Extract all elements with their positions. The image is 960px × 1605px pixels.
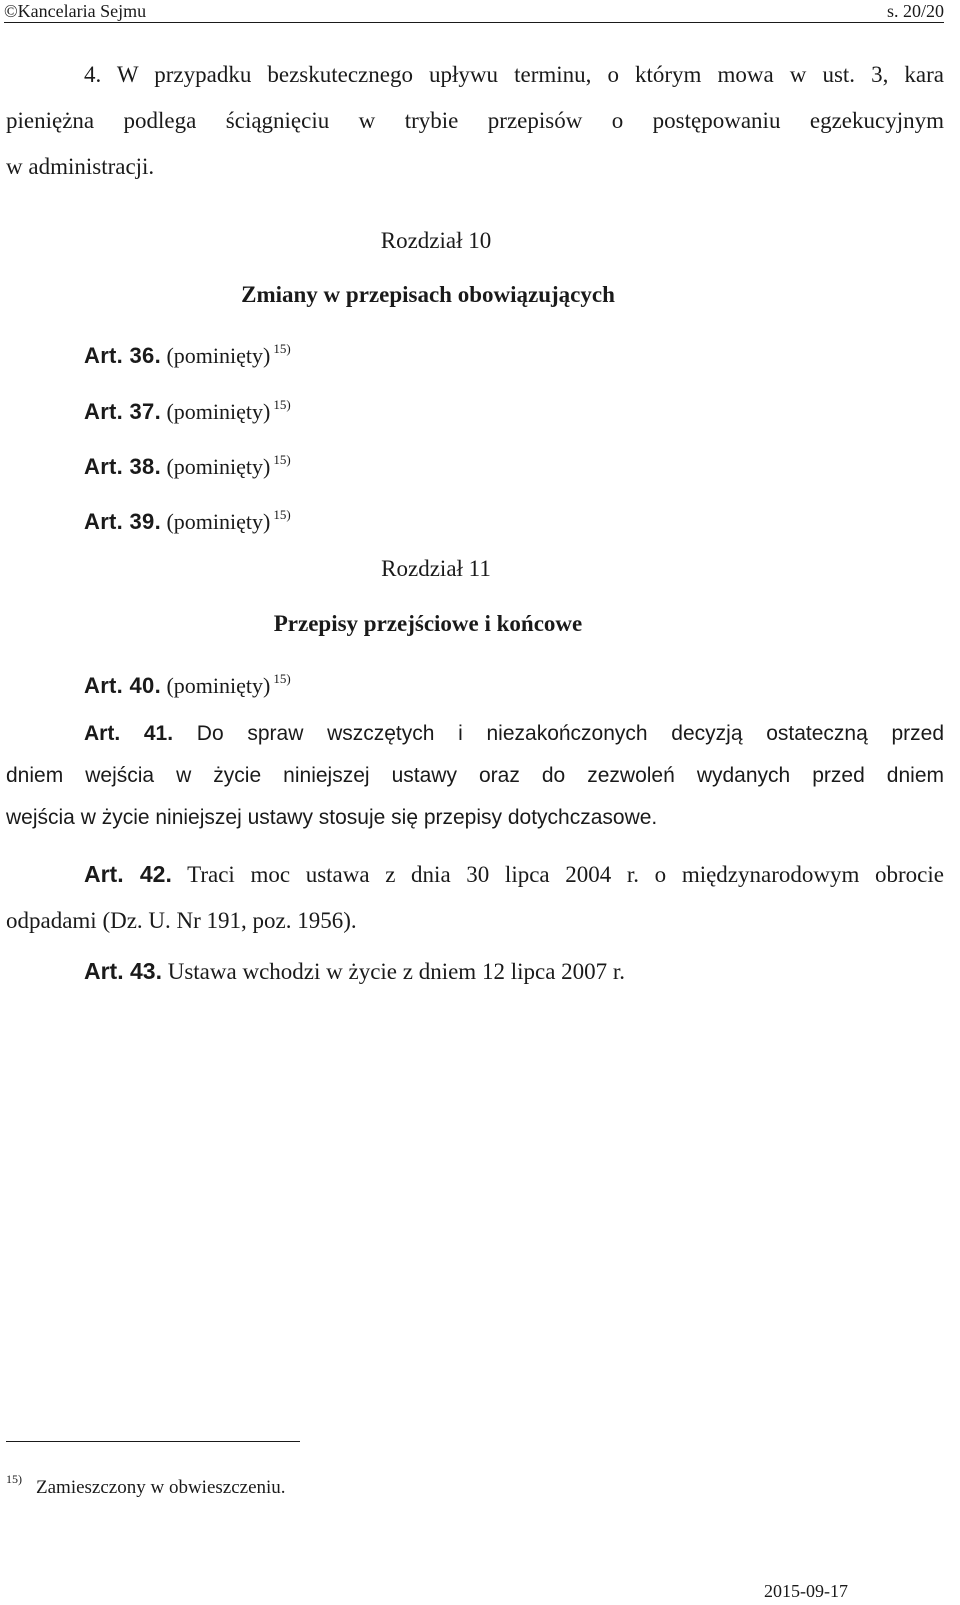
footnote-divider [6,1441,300,1442]
article-41-label: Art. 41. [84,722,174,745]
article-38-footnote-ref[interactable]: 15) [273,452,291,467]
article-41-line-3: wejścia w życie niniejszej ustawy stosuje się przepisy dotychczasowe. [6,806,658,829]
article-37-footnote-ref[interactable]: 15) [273,397,291,412]
article-39 [84,500,291,537]
article-42-line-2: odpadami (Dz. U. Nr 191, poz. 1956). [6,908,357,933]
paragraph-4-line-2: pieniężna podlega ściągnięciu w trybie przepisów o postępowaniu egzekucyjnym [6,108,944,133]
article-42 [6,851,944,944]
chapter-11-number: Rozdział 11 [381,556,491,581]
article-39-label: Art. 39. [84,509,161,534]
article-36-footnote-ref[interactable]: 15) [273,341,291,356]
footer-date: 2015-09-17 [764,1581,848,1601]
article-41-line-1 [6,711,944,757]
article-39-footnote-ref[interactable]: 15) [273,507,291,522]
article-38-text: (pominięty) [166,454,271,479]
article-42-text-1: Traci moc ustawa z dnia 30 lipca 2004 r. o międzynarodowym obrocie [187,862,944,887]
article-36 [84,334,291,371]
article-39-text: (pominięty) [166,509,271,534]
article-41-text-1: Do spraw wszczętych i niezakończonych decyzją ostateczną przed [196,722,945,745]
article-40-label: Art. 40. [84,673,161,698]
chapter-11-title: Przepisy przejściowe i końcowe [273,611,583,636]
article-36-label: Art. 36. [84,343,161,368]
article-42-line-1 [6,851,944,898]
article-38 [84,445,291,482]
article-40-text: (pominięty) [166,673,271,698]
page-number: s. 20/20 [886,1,944,21]
paragraph-4 [6,52,944,190]
article-38-label: Art. 38. [84,454,161,479]
chapter-10-title: Zmiany w przepisach obowiązujących [241,282,615,307]
header-source: ©Kancelaria Sejmu [4,1,147,21]
article-40 [84,664,291,701]
article-42-label: Art. 42. [84,861,172,887]
footnote-15 [6,1466,286,1501]
article-43-line [6,948,944,995]
article-43-label: Art. 43. [84,958,162,984]
article-43-text: Ustawa wchodzi w życie z dniem 12 lipca 2007 r. [167,959,626,984]
footnote-text: Zamieszczony w obwieszczeniu. [36,1477,286,1498]
article-37 [84,390,291,427]
article-36-text: (pominięty) [166,343,271,368]
chapter-10-number: Rozdział 10 [380,228,492,253]
article-41-line-2: dniem wejścia w życie niniejszej ustawy oraz do zezwoleń wydanych przed dniem [6,764,944,787]
article-40-footnote-ref[interactable]: 15) [273,671,291,686]
article-37-text: (pominięty) [166,399,271,424]
header-divider [4,22,944,23]
article-41 [6,711,944,841]
paragraph-4-line-3: w administracji. [6,154,155,179]
article-37-label: Art. 37. [84,399,161,424]
footnote-ref: 15) [6,1472,22,1486]
paragraph-4-line-1: 4. W przypadku bezskutecznego upływu terminu, o którym mowa w ust. 3, kara [84,62,944,87]
article-43 [6,948,944,995]
